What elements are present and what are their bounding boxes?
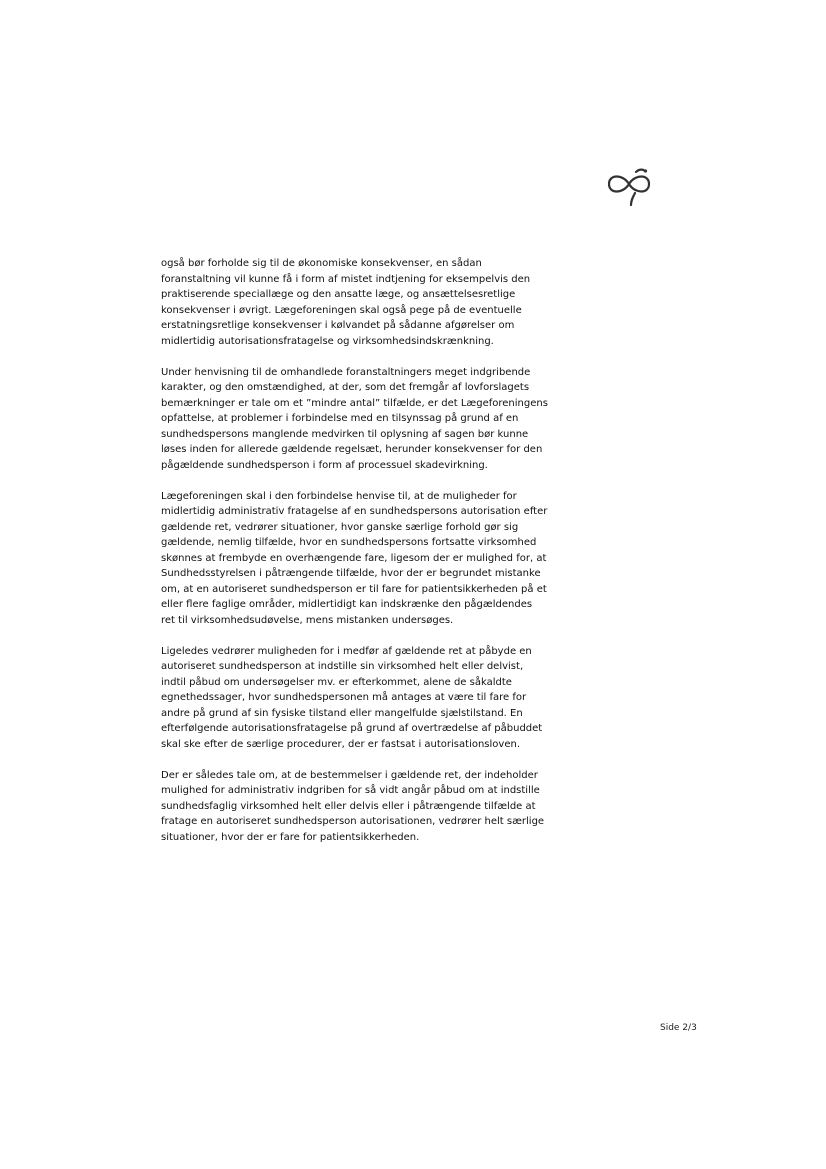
paragraph-4: Ligeledes vedrører muligheden for i medfør af gældende ret at påbyde en autoriseret sundhedsperson at indstille sin virksomhed helt eller delvist, indtil påbud om undersøgelser mv. er efterkommet, alene de såkaldte egnethedssager, hvor sundhedspersonen må antages at være til fare for andre på grund af sin fysiske tilstand eller mangelfulde sjælstilstand. En efterfølgende autorisationsfratagelse på grund af overtrædelse af påbuddet skal ske efter de særlige procedurer, der er fastsat i autorisationsloven.	[161, 645, 543, 750]
page-number: Side 2/3	[660, 1023, 697, 1033]
document-body	[161, 256, 581, 861]
serpent-infinity-logo-icon	[604, 166, 654, 208]
paragraph-3: Lægeforeningen skal i den forbindelse henvise til, at de muligheder for midlertidig administrativ fratagelse af en sundhedspersons autorisation efter gældende ret, vedrører situationer, hvor ganske særlige forhold gør sig gældende, nemlig tilfælde, hvor en sundhedspersons fortsatte virksomhed skønnes at frembyde en overhængende fare, ligesom der er mulighed for, at Sundhedsstyrelsen i påtrængende tilfælde, hvor der er begrundet mistanke om, at en autoriseret sundhedsperson er til fare for patientsikkerheden på et eller flere faglige områder, midlertidigt kan indskrænke den pågældendes ret til virksomhedsudøvelse, mens mistanken undersøges.	[161, 490, 548, 626]
paragraph-2: Under henvisning til de omhandlede foranstaltningers meget indgribende karakter, og den omstændighed, at der, som det fremgår af lovforslagets bemærkninger er tale om et ”mindre antal” tilfælde, er det Lægeforeningens opfattelse, at problemer i forbindelse med en tilsynssag på grund af en sundhedspersons manglende medvirken til oplysning af sagen bør kunne løses inden for allerede gældende regelsæt, herunder konsekvenser for den pågældende sundhedsperson i form af processuel skadevirkning.	[161, 366, 548, 471]
paragraph-5: Der er således tale om, at de bestemmelser i gældende ret, der indeholder mulighed for administrativ indgriben for så vidt angår påbud om at indstille sundhedsfaglig virksomhed helt eller delvis eller i påtrængende tilfælde at fratage en autoriseret sundhedsperson autorisationen, vedrører helt særlige situationer, hvor der er fare for patientsikkerheden.	[161, 769, 545, 843]
paragraph-1: også bør forholde sig til de økonomiske konsekvenser, en sådan foranstaltning vil kunne få i form af mistet indtjening for eksempelvis den praktiserende speciallæge og den ansatte læge, og ansættelsesretlige konsekvenser i øvrigt. Lægeforeningen skal også pege på de eventuelle erstatningsretlige konsekvenser i kølvandet på sådanne afgørelser om midlertidig autorisationsfratagelse og virksomhedsindskrænkning.	[161, 258, 531, 347]
